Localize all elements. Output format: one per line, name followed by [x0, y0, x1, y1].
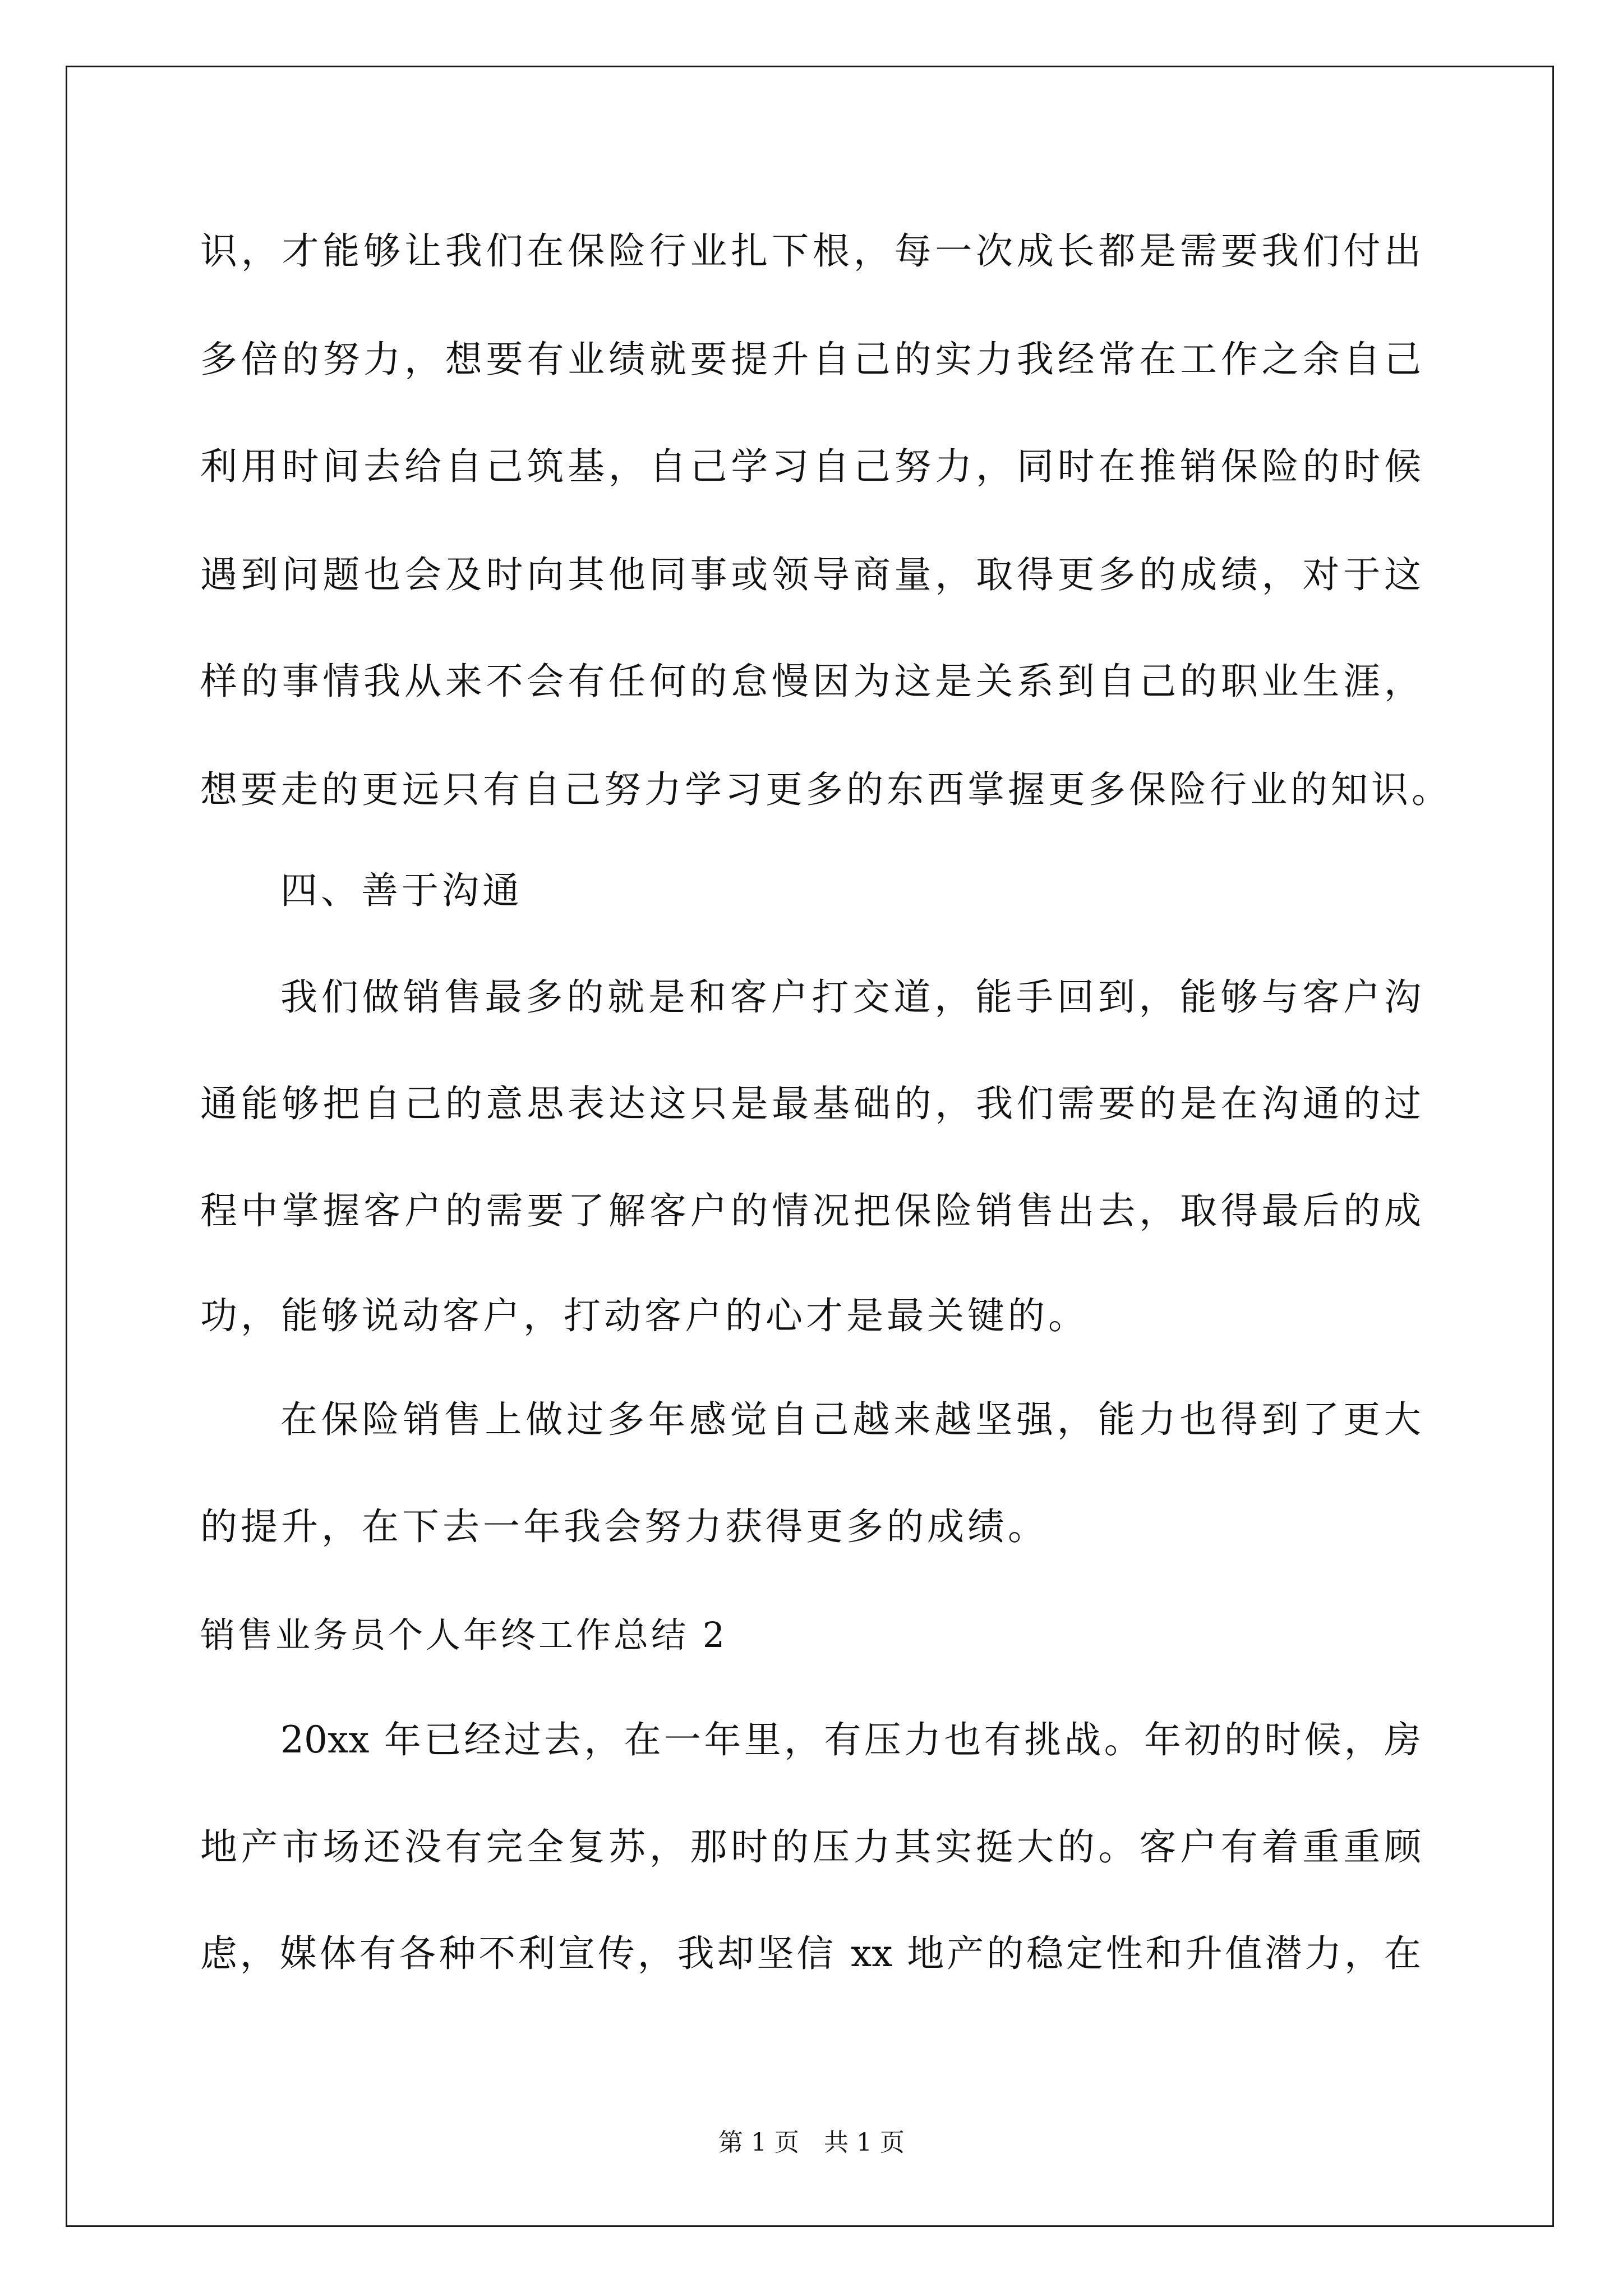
body-text-line: 功，能够说动客户，打动客户的心才是最关键的。: [200, 1294, 1089, 1337]
body-text-line: 的提升，在下去一年我会努力获得更多的成绩。: [200, 1505, 1048, 1548]
body-text-line: 想要走的更远只有自己努力学习更多的东西掌握更多保险行业的知识。: [200, 768, 1452, 811]
body-text-line: 程中掌握客户的需要了解客户的情况把保险销售出去，取得最后的成: [200, 1189, 1421, 1232]
section-heading: 四、善于沟通: [280, 869, 523, 912]
page-border: [66, 66, 1554, 2227]
body-text-line: 我们做销售最多的就是和客户打交道，能手回到，能够与客户沟: [280, 976, 1421, 1019]
body-text-line: 在保险销售上做过多年感觉自己越来越坚强，能力也得到了更大: [280, 1398, 1421, 1441]
page-footer: 第 1 页 共 1 页: [718, 2128, 905, 2157]
body-text-line: 20xx 年已经过去，在一年里，有压力也有挑战。年初的时候，房: [280, 1718, 1421, 1761]
body-text-line: 利用时间去给自己筑基，自己学习自己努力，同时在推销保险的时候: [200, 445, 1421, 488]
body-text-line: 多倍的努力，想要有业绩就要提升自己的实力我经常在工作之余自己: [200, 338, 1421, 381]
body-text-line: 通能够把自己的意思表达这只是最基础的，我们需要的是在沟通的过: [200, 1082, 1421, 1125]
body-text-line: 遇到问题也会及时向其他同事或领导商量，取得更多的成绩，对于这: [200, 553, 1421, 596]
article-title: 销售业务员个人年终工作总结 2: [200, 1614, 728, 1655]
body-text-line: 虑，媒体有各种不利宣传，我却坚信 xx 地产的稳定性和升值潜力，在: [200, 1932, 1421, 1975]
body-text-line: 地产市场还没有完全复苏，那时的压力其实挺大的。客户有着重重顾: [200, 1825, 1421, 1869]
body-text-line: 识，才能够让我们在保险行业扎下根，每一次成长都是需要我们付出: [200, 229, 1421, 273]
body-text-line: 样的事情我从来不会有任何的怠慢因为这是关系到自己的职业生涯，: [200, 660, 1421, 703]
